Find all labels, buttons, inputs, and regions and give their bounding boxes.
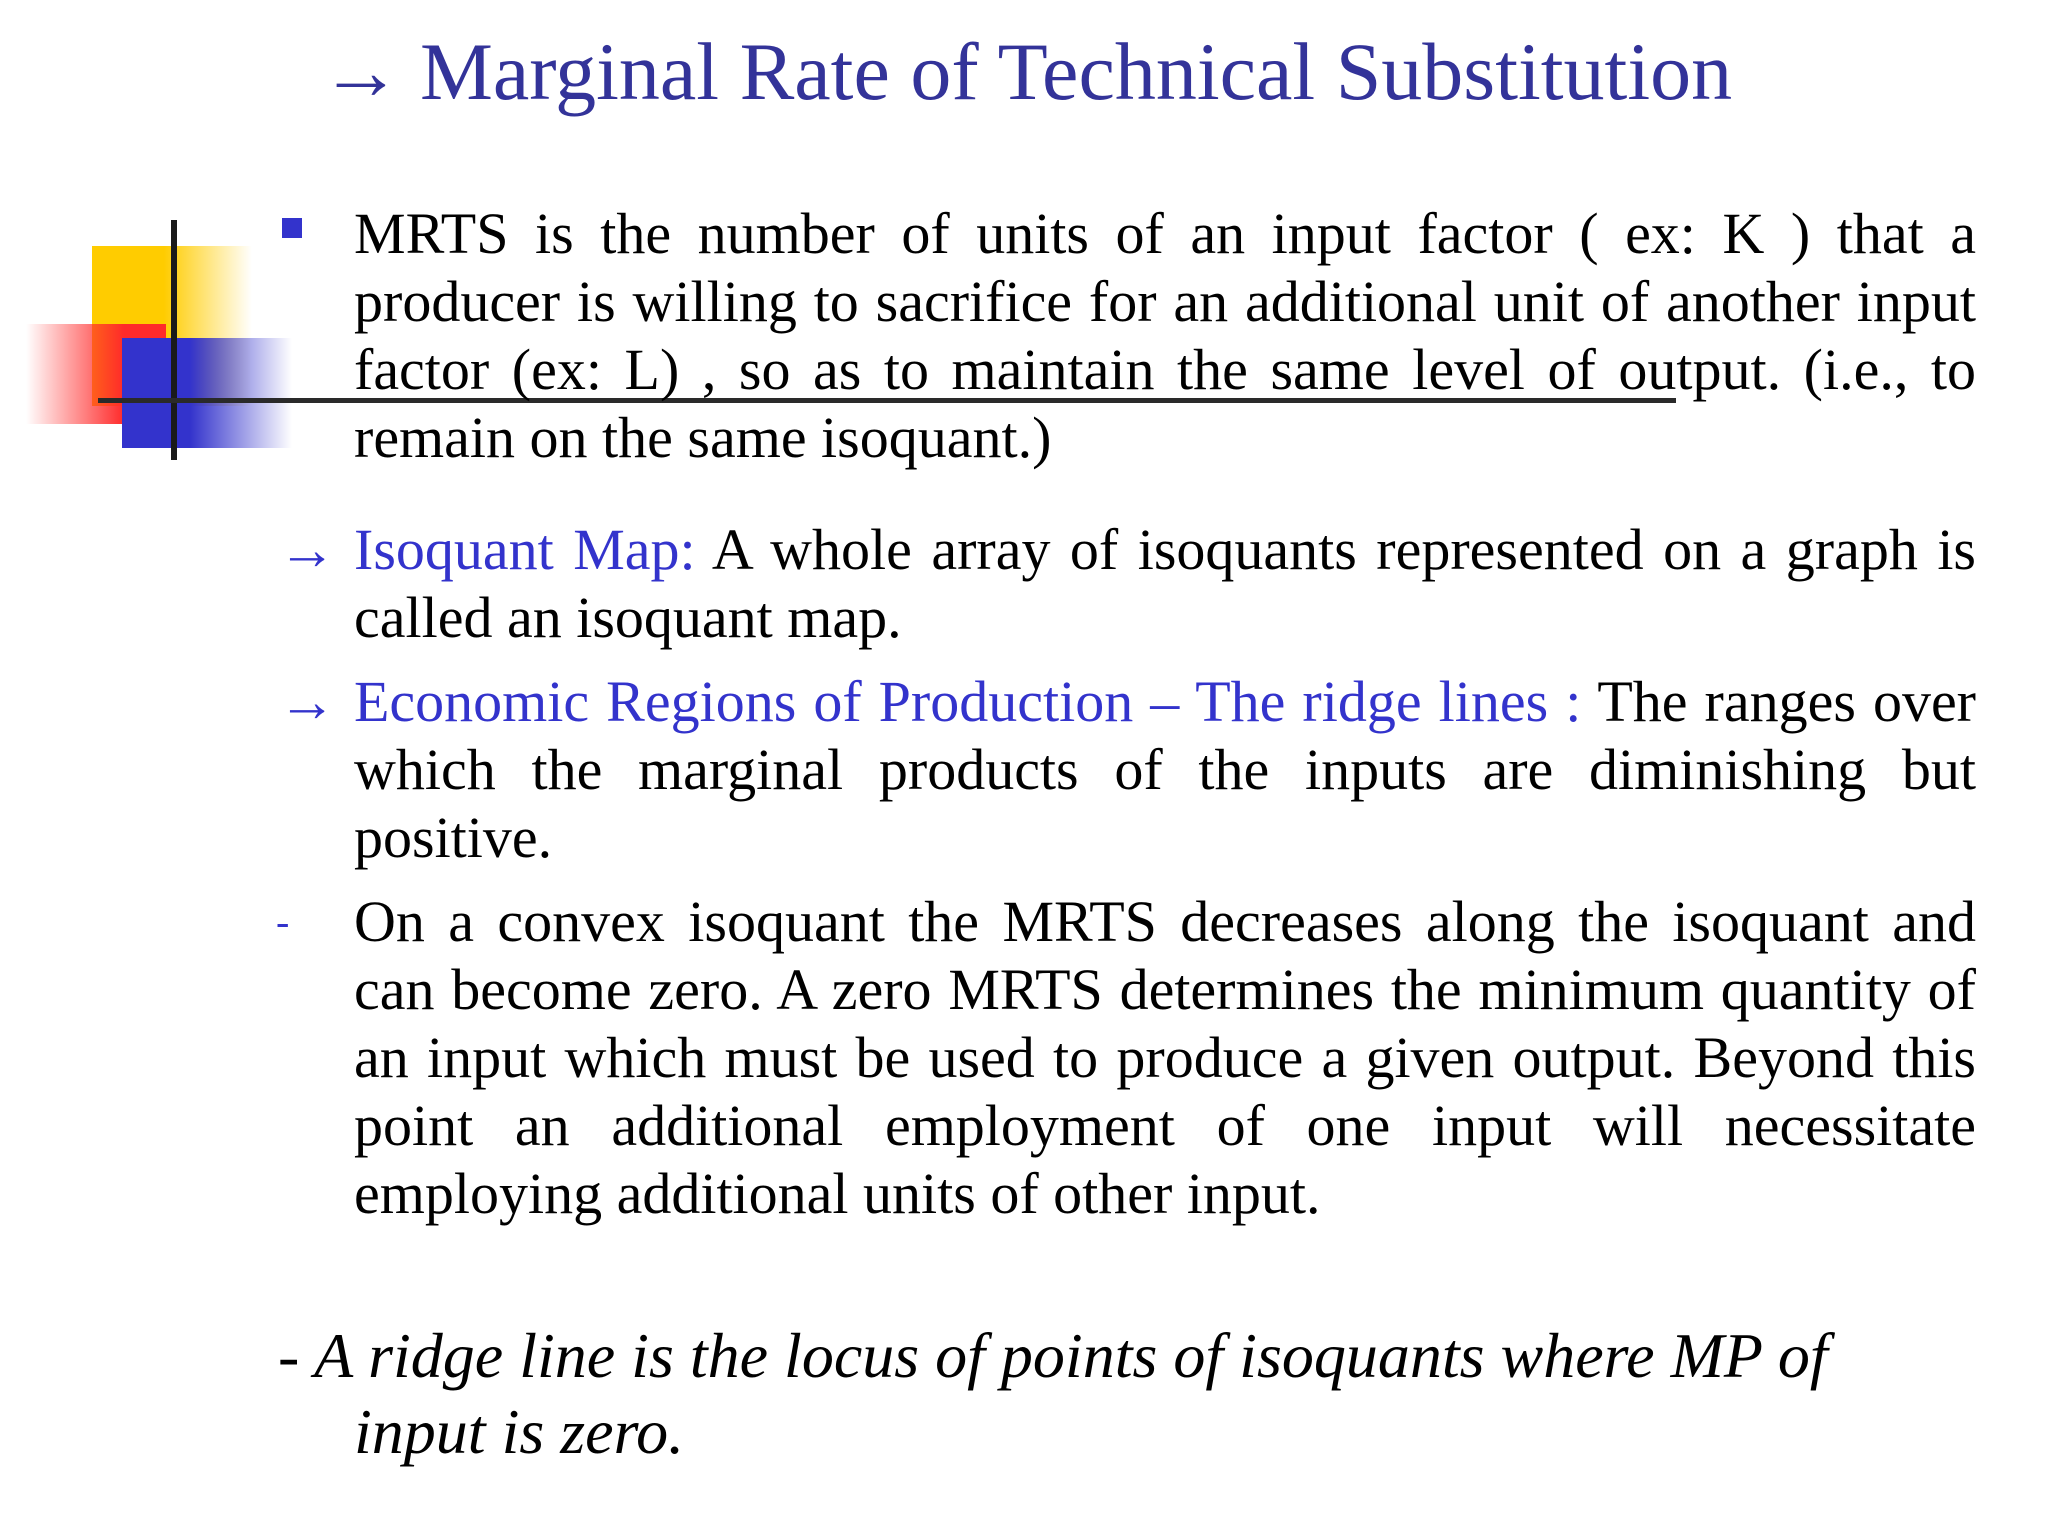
square-bullet-icon <box>282 218 302 238</box>
economic-regions-heading: Economic Regions of Production – The ridge lines : <box>354 669 1582 734</box>
convex-isoquant-paragraph: On a convex isoquant the MRTS decreases along the isoquant and can become zero. A zero MRTS determines the minimum quantity of an input which must be used to produce a given output. Beyond this point an additional employment of one input will necessitate employing additional units of other input. <box>354 889 1976 1226</box>
ridge-line-line-1 <box>278 1318 1978 1394</box>
ridge-line-line-2 <box>278 1394 1978 1470</box>
blue-square <box>122 338 292 448</box>
slide-title <box>320 24 2040 120</box>
ridge-line-text-2: input is zero. <box>354 1396 685 1467</box>
arrow-icon: → <box>320 26 402 117</box>
slide-title-text: Marginal Rate of Technical Substitution <box>420 26 1733 117</box>
arrow-bullet-icon: → <box>278 517 336 582</box>
isoquant-map-heading: Isoquant Map: <box>354 517 696 582</box>
economic-regions-paragraph <box>354 668 1976 872</box>
mrts-definition: MRTS is the number of units of an input factor ( ex: K ) that a producer is willing to sacrifice for an additional unit of another input factor (ex: L) , so as to maintain the same level of output. (i.e., to remain on the same isoquant.) <box>354 201 1976 470</box>
decorative-block <box>0 200 310 480</box>
dash-bullet-icon: - <box>278 1320 300 1391</box>
ridge-line-text-1: A ridge line is the locus of points of isoquants where MP of <box>314 1320 1828 1391</box>
dash-bullet-icon: - <box>276 899 290 944</box>
arrow-bullet-icon: → <box>278 669 336 734</box>
ridge-line-paragraph <box>278 1318 1978 1470</box>
isoquant-map-paragraph <box>354 516 1976 652</box>
economic-regions-text: The ranges over which the marginal products of the inputs are diminishing but positive. <box>354 669 1976 870</box>
isoquant-map-text: A whole array of isoquants represented on a graph is called an isoquant map. <box>354 517 1977 650</box>
vertical-rule <box>171 220 177 460</box>
